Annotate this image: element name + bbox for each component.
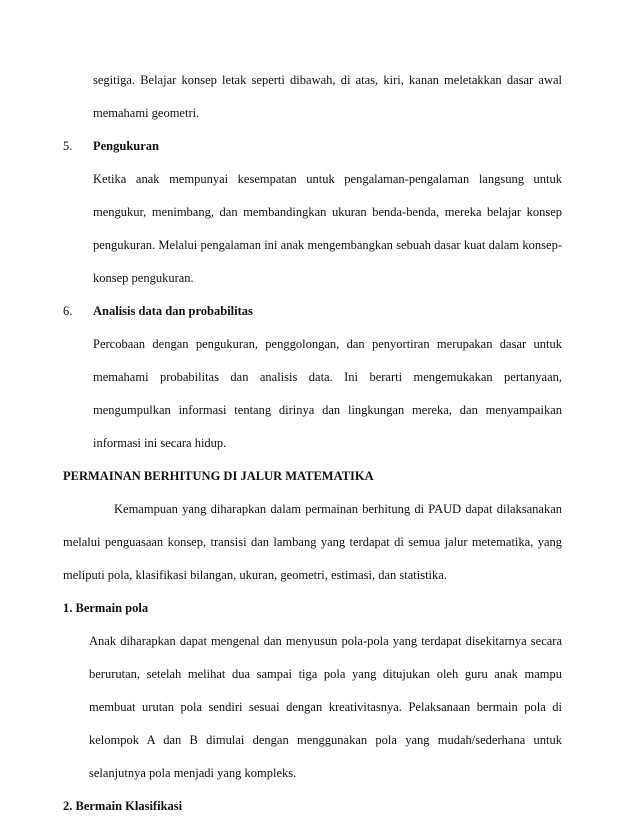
paragraph-line: mengukur, menimbang, dan membandingkan ukuran benda-benda, mereka belajar konsep bbox=[93, 205, 562, 219]
section-heading: PERMAINAN BERHITUNG DI JALUR MATEMATIKA bbox=[63, 469, 374, 483]
paragraph-line: berurutan, setelah melihat dua sampai tiga pola yang ditujukan oleh guru anak mampu bbox=[89, 667, 562, 681]
item-heading: Pengukuran bbox=[93, 139, 159, 153]
paragraph-line: mengumpulkan informasi tentang dirinya dan lingkungan mereka, dan menyampaikan bbox=[93, 403, 562, 417]
paragraph-line: memahami probabilitas dan analisis data. Ini berarti mengemukakan pertanyaan, bbox=[93, 370, 562, 384]
paragraph-line: Percobaan dengan pengukuran, penggolongan, dan penyortiran merupakan dasar untuk bbox=[93, 337, 562, 351]
subsection-heading: 2. Bermain Klasifikasi bbox=[63, 799, 183, 813]
subsection-heading: 1. Bermain pola bbox=[63, 601, 149, 615]
paragraph-line: konsep pengukuran. bbox=[93, 271, 194, 285]
paragraph-line: kelompok A dan B dimulai dengan menggunakan pola yang mudah/sederhana untuk bbox=[89, 733, 562, 747]
paragraph-line: informasi ini secara hidup. bbox=[93, 436, 227, 450]
paragraph-line: meliputi pola, klasifikasi bilangan, ukuran, geometri, estimasi, dan statistika. bbox=[63, 568, 447, 582]
paragraph-line: melalui penguasaan konsep, transisi dan lambang yang terdapat di semua jalur metematika, yang bbox=[63, 535, 562, 549]
paragraph-line: Anak diharapkan dapat mengenal dan menyusun pola-pola yang terdapat disekitarnya secara bbox=[89, 634, 562, 648]
paragraph-line: Kemampuan yang diharapkan dalam permainan berhitung di PAUD dapat dilaksanakan bbox=[114, 502, 562, 516]
item-heading: Analisis data dan probabilitas bbox=[93, 304, 253, 318]
paragraph-line: Ketika anak mempunyai kesempatan untuk pengalaman-pengalaman langsung untuk bbox=[93, 172, 562, 186]
paragraph-line: membuat urutan pola sendiri sesuai dengan kreativitasnya. Pelaksanaan bermain pola di bbox=[89, 700, 562, 714]
paragraph-line: pengukuran. Melalui pengalaman ini anak mengembangkan sebuah dasar kuat dalam konsep- bbox=[93, 238, 562, 252]
list-number: 6. bbox=[63, 304, 73, 318]
list-number: 5. bbox=[63, 139, 73, 153]
paragraph-line: selanjutnya pola menjadi yang kompleks. bbox=[89, 766, 297, 780]
paragraph-line: segitiga. Belajar konsep letak seperti dibawah, di atas, kiri, kanan meletakkan dasar awal bbox=[93, 73, 562, 87]
paragraph-line: memahami geometri. bbox=[93, 106, 200, 120]
